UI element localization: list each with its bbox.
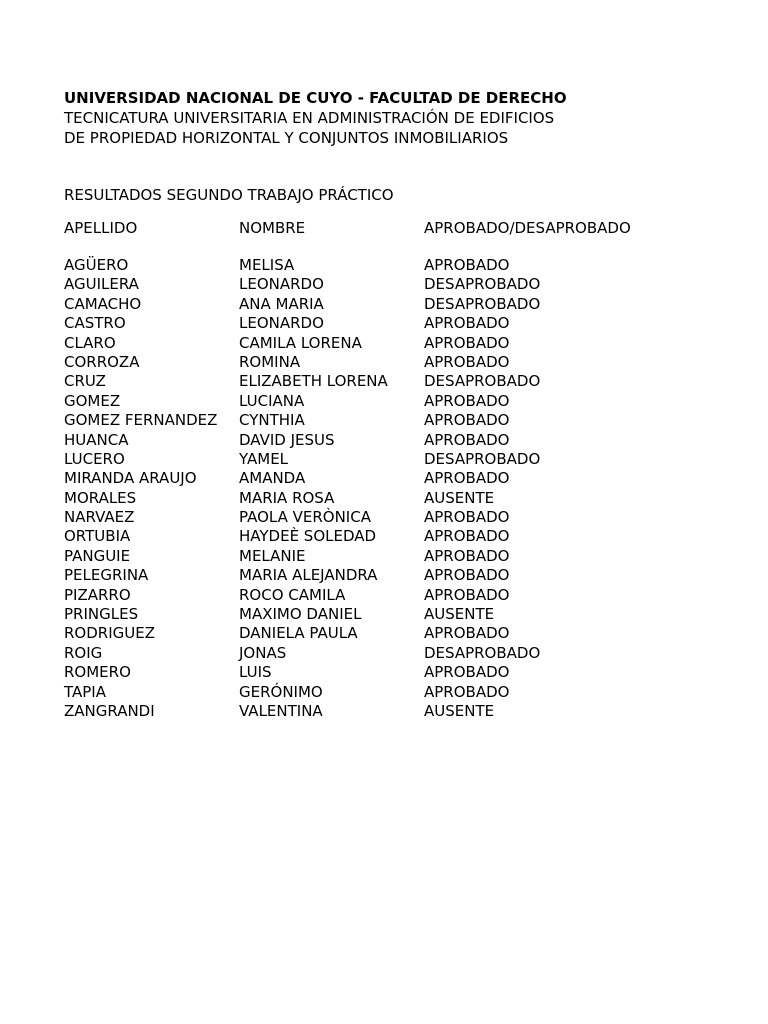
table-row: [64, 334, 744, 353]
cell-apellido: CLARO: [64, 333, 116, 352]
cell-estado: APROBADO: [424, 546, 510, 565]
table-row: [64, 411, 744, 430]
table-row: [64, 566, 744, 585]
cell-estado: AUSENTE: [424, 701, 495, 720]
table-row: [64, 353, 744, 372]
table-row: [64, 295, 744, 314]
cell-estado: DESAPROBADO: [424, 643, 541, 662]
cell-estado: DESAPROBADO: [424, 449, 541, 468]
cell-estado: DESAPROBADO: [424, 294, 541, 313]
cell-nombre: VALENTINA: [239, 701, 323, 720]
cell-estado: DESAPROBADO: [424, 275, 541, 294]
program-line-1: TECNICATURA UNIVERSITARIA EN ADMINISTRACIÓN DE EDIFICIOS: [64, 109, 555, 127]
column-header-estado: APROBADO/DESAPROBADO: [424, 219, 631, 237]
cell-nombre: GERÓNIMO: [239, 682, 323, 701]
program-line-2: DE PROPIEDAD HORIZONTAL Y CONJUNTOS INMOBILIARIOS: [64, 129, 509, 147]
cell-nombre: MAXIMO DANIEL: [239, 605, 362, 624]
cell-apellido: PIZARRO: [64, 585, 131, 604]
cell-apellido: PRINGLES: [64, 605, 139, 624]
results-table-body: [64, 256, 744, 721]
cell-nombre: LUCIANA: [239, 391, 305, 410]
table-row: [64, 256, 744, 275]
cell-nombre: LUIS: [239, 663, 272, 682]
cell-apellido: MIRANDA ARAUJO: [64, 469, 197, 488]
cell-apellido: MORALES: [64, 488, 137, 507]
cell-nombre: JONAS: [239, 643, 287, 662]
cell-apellido: GOMEZ FERNANDEZ: [64, 411, 218, 430]
cell-apellido: ZANGRANDI: [64, 701, 155, 720]
table-row: [64, 372, 744, 391]
cell-apellido: ORTUBIA: [64, 527, 131, 546]
column-header-apellido: APELLIDO: [64, 219, 138, 237]
cell-estado: APROBADO: [424, 411, 510, 430]
cell-apellido: NARVAEZ: [64, 508, 135, 527]
table-row: [64, 275, 744, 294]
cell-nombre: ROCO CAMILA: [239, 585, 346, 604]
cell-apellido: RODRIGUEZ: [64, 624, 155, 643]
table-row: [64, 450, 744, 469]
cell-apellido: PANGUIE: [64, 546, 131, 565]
cell-estado: AUSENTE: [424, 488, 495, 507]
table-row: [64, 431, 744, 450]
cell-apellido: ROIG: [64, 643, 103, 662]
cell-nombre: PAOLA VERÒNICA: [239, 508, 371, 527]
cell-estado: APROBADO: [424, 624, 510, 643]
cell-estado: APROBADO: [424, 469, 510, 488]
cell-estado: APROBADO: [424, 256, 510, 274]
cell-nombre: ANA MARIA: [239, 294, 324, 313]
section-title: RESULTADOS SEGUNDO TRABAJO PRÁCTICO: [64, 186, 394, 204]
cell-nombre: LEONARDO: [239, 314, 324, 333]
table-row: [64, 663, 744, 682]
cell-estado: APROBADO: [424, 314, 510, 333]
cell-estado: APROBADO: [424, 391, 510, 410]
cell-apellido: HUANCA: [64, 430, 129, 449]
table-row: [64, 605, 744, 624]
cell-apellido: GOMEZ: [64, 391, 121, 410]
table-row: [64, 547, 744, 566]
cell-apellido: ROMERO: [64, 663, 131, 682]
table-row: [64, 644, 744, 663]
table-row: [64, 508, 744, 527]
table-row: [64, 624, 744, 643]
table-row: [64, 314, 744, 333]
cell-estado: APROBADO: [424, 352, 510, 371]
table-row: [64, 702, 744, 721]
table-row: [64, 527, 744, 546]
cell-apellido: AGUILERA: [64, 275, 139, 294]
cell-apellido: CORROZA: [64, 352, 140, 371]
cell-estado: APROBADO: [424, 682, 510, 701]
cell-estado: APROBADO: [424, 566, 510, 585]
column-header-nombre: NOMBRE: [239, 219, 306, 237]
cell-estado: APROBADO: [424, 527, 510, 546]
cell-nombre: YAMEL: [239, 449, 289, 468]
table-row: [64, 586, 744, 605]
cell-nombre: LEONARDO: [239, 275, 324, 294]
university-title: UNIVERSIDAD NACIONAL DE CUYO - FACULTAD DE DERECHO: [64, 89, 567, 107]
cell-estado: APROBADO: [424, 430, 510, 449]
cell-estado: APROBADO: [424, 663, 510, 682]
cell-estado: APROBADO: [424, 333, 510, 352]
cell-nombre: DANIELA PAULA: [239, 624, 358, 643]
cell-estado: APROBADO: [424, 585, 510, 604]
cell-nombre: MARIA ALEJANDRA: [239, 566, 378, 585]
document-page: [64, 88, 744, 721]
cell-nombre: MELISA: [239, 256, 295, 274]
cell-nombre: CAMILA LORENA: [239, 333, 362, 352]
cell-nombre: AMANDA: [239, 469, 306, 488]
cell-apellido: PELEGRINA: [64, 566, 149, 585]
cell-nombre: CYNTHIA: [239, 411, 305, 430]
cell-apellido: CAMACHO: [64, 294, 142, 313]
cell-nombre: ELIZABETH LORENA: [239, 372, 388, 391]
table-row: [64, 683, 744, 702]
cell-apellido: LUCERO: [64, 449, 125, 468]
cell-nombre: MELANIE: [239, 546, 306, 565]
cell-nombre: MARIA ROSA: [239, 488, 335, 507]
cell-apellido: CRUZ: [64, 372, 106, 391]
cell-estado: AUSENTE: [424, 605, 495, 624]
cell-apellido: TAPIA: [64, 682, 106, 701]
cell-nombre: ROMINA: [239, 352, 301, 371]
cell-estado: APROBADO: [424, 508, 510, 527]
table-header: [64, 218, 744, 238]
table-row: [64, 469, 744, 488]
cell-apellido: CASTRO: [64, 314, 126, 333]
table-row: [64, 392, 744, 411]
cell-estado: DESAPROBADO: [424, 372, 541, 391]
table-row: [64, 489, 744, 508]
cell-apellido: AGÜERO: [64, 256, 129, 274]
cell-nombre: DAVID JESUS: [239, 430, 335, 449]
cell-nombre: HAYDEÈ SOLEDAD: [239, 527, 377, 546]
